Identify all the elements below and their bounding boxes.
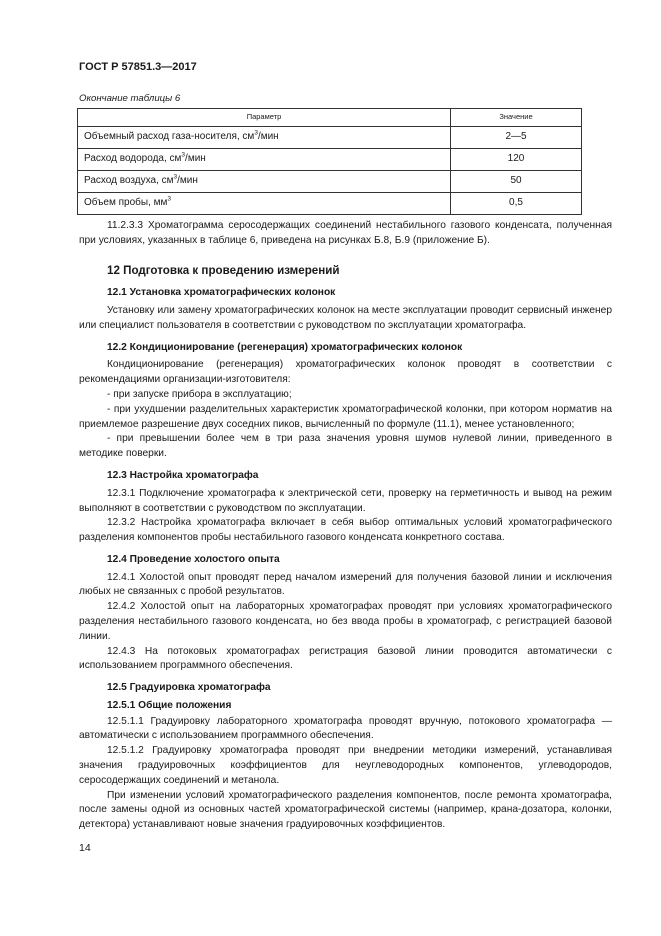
parameter-cell: Расход водорода, $см^3$/мин xyxy=(78,149,451,171)
document-body xyxy=(79,219,612,833)
paragraph-12-3-1: 12.3.1 Подключение хроматографа к электрической сети, проверку на герметичность и вывод на режим выполняют в соответствии с руководством по эксплуатации. xyxy=(79,487,612,514)
column-header-parameter: Параметр xyxy=(78,109,451,127)
subsection-heading-12-5: 12.5 Градуировка хроматографа xyxy=(107,682,271,694)
paragraph-12-4-1: 12.4.1 Холостой опыт проводят перед началом измерений для получения базовой линии и исключения любых не связанных с пробой результатов. xyxy=(79,571,612,598)
value-cell: 50 xyxy=(451,171,582,193)
document-code: ГОСТ Р 57851.3—2017 xyxy=(79,61,197,73)
section-heading-12: 12 Подготовка к проведению измерений xyxy=(107,263,340,277)
parameter-cell: Объемный расход газа-носителя, $см^3$/мин xyxy=(78,127,451,149)
paragraph-11-2-3-3: 11.2.3.3 Хроматограмма серосодержащих соединений нестабильного газового конденсата, полученная при условиях, указанных в таблице 6, приведена на рисунках Б.8, Б.9 (приложение Б). xyxy=(79,220,612,246)
value-cell: 2—5 xyxy=(451,127,582,149)
subsection-heading-12-5-1: 12.5.1 Общие положения xyxy=(107,699,232,711)
paragraph-12-5-1-3: При изменении условий хроматографического разделения компонентов, после ремонта хроматографа, после замены одной из основных частей хроматографической системы (например, крана-дозатора, колонки, детектора) устанавливают новые значения градуировочных коэффициентов. xyxy=(79,789,612,831)
page-number: 14 xyxy=(79,842,91,854)
paragraph-12-5-1-1: 12.5.1.1 Градуировку лабораторного хроматографа проводят вручную, потокового хроматографа — автоматически с использованием программного обеспечения. xyxy=(79,715,612,742)
subsection-heading-12-1: 12.1 Установка хроматографических колонок xyxy=(107,287,336,299)
value-cell: 120 xyxy=(451,149,582,171)
table-caption: Окончание таблицы 6 xyxy=(79,93,181,104)
paragraph-12-4-2: 12.4.2 Холостой опыт на лабораторных хроматографах проводят при условиях хроматографического разделения нестабильного газового конденсата, но без ввода пробы в хроматограф, с регистрацией базовой линии. xyxy=(79,601,612,642)
value-cell: 0,5 xyxy=(451,193,582,215)
paragraph-12-1: Установку или замену хроматографических колонок на месте эксплуатации проводит сервисный инженер или специалист пользователя в соответствии с руководством по эксплуатации хроматографа. xyxy=(79,305,612,331)
table-row xyxy=(78,127,582,149)
list-item: - при запуске прибора в эксплуатацию; xyxy=(107,389,292,401)
paragraph-12-3-2: 12.3.2 Настройка хроматографа включает в себя выбор оптимальных условий хроматографического разделения компонентов пробы нестабильного газового конденсата конкретного состава. xyxy=(79,517,612,544)
table-row xyxy=(78,171,582,193)
subsection-heading-12-3: 12.3 Настройка хроматографа xyxy=(107,469,259,481)
paragraph-12-2: Кондиционирование (регенерация) хроматографических колонок проводят в соответствии с рекомендациями организации-изготовителя: xyxy=(79,359,612,386)
table-row xyxy=(78,193,582,215)
subsection-heading-12-2: 12.2 Кондиционирование (регенерация) хроматографических колонок xyxy=(107,341,463,353)
list-item: - при превышении более чем в три раза значения уровня шумов нулевой линии, приведенного в методике поверки. xyxy=(79,433,612,460)
parameters-table xyxy=(77,108,582,215)
list-item: - при ухудшении разделительных характеристик хроматографической колонки, при котором норматив на приемлемое разрешение двух соседних пиков, вычисленный по формуле (11.1), менее установленного; xyxy=(79,403,612,430)
paragraph-12-4-3: 12.4.3 На потоковых хроматографах регистрация базовой линии проводится автоматически с использованием программного обеспечения. xyxy=(79,645,612,672)
subsection-heading-12-4: 12.4 Проведение холостого опыта xyxy=(107,553,280,565)
table-row xyxy=(78,149,582,171)
parameter-cell: Объем пробы, $мм^3$ xyxy=(78,193,451,215)
column-header-value: Значение xyxy=(451,109,582,127)
parameter-cell: Расход воздуха, $см^3$/мин xyxy=(78,171,451,193)
table-header-row xyxy=(78,109,582,127)
paragraph-12-5-1-2: 12.5.1.2 Градуировку хроматографа проводят при внедрении методики измерений, устанавливая значения градуировочных коэффициентов для неуглеводородных компонентов, углеводородов, серосодержащих соединений и метанола. xyxy=(79,745,612,786)
